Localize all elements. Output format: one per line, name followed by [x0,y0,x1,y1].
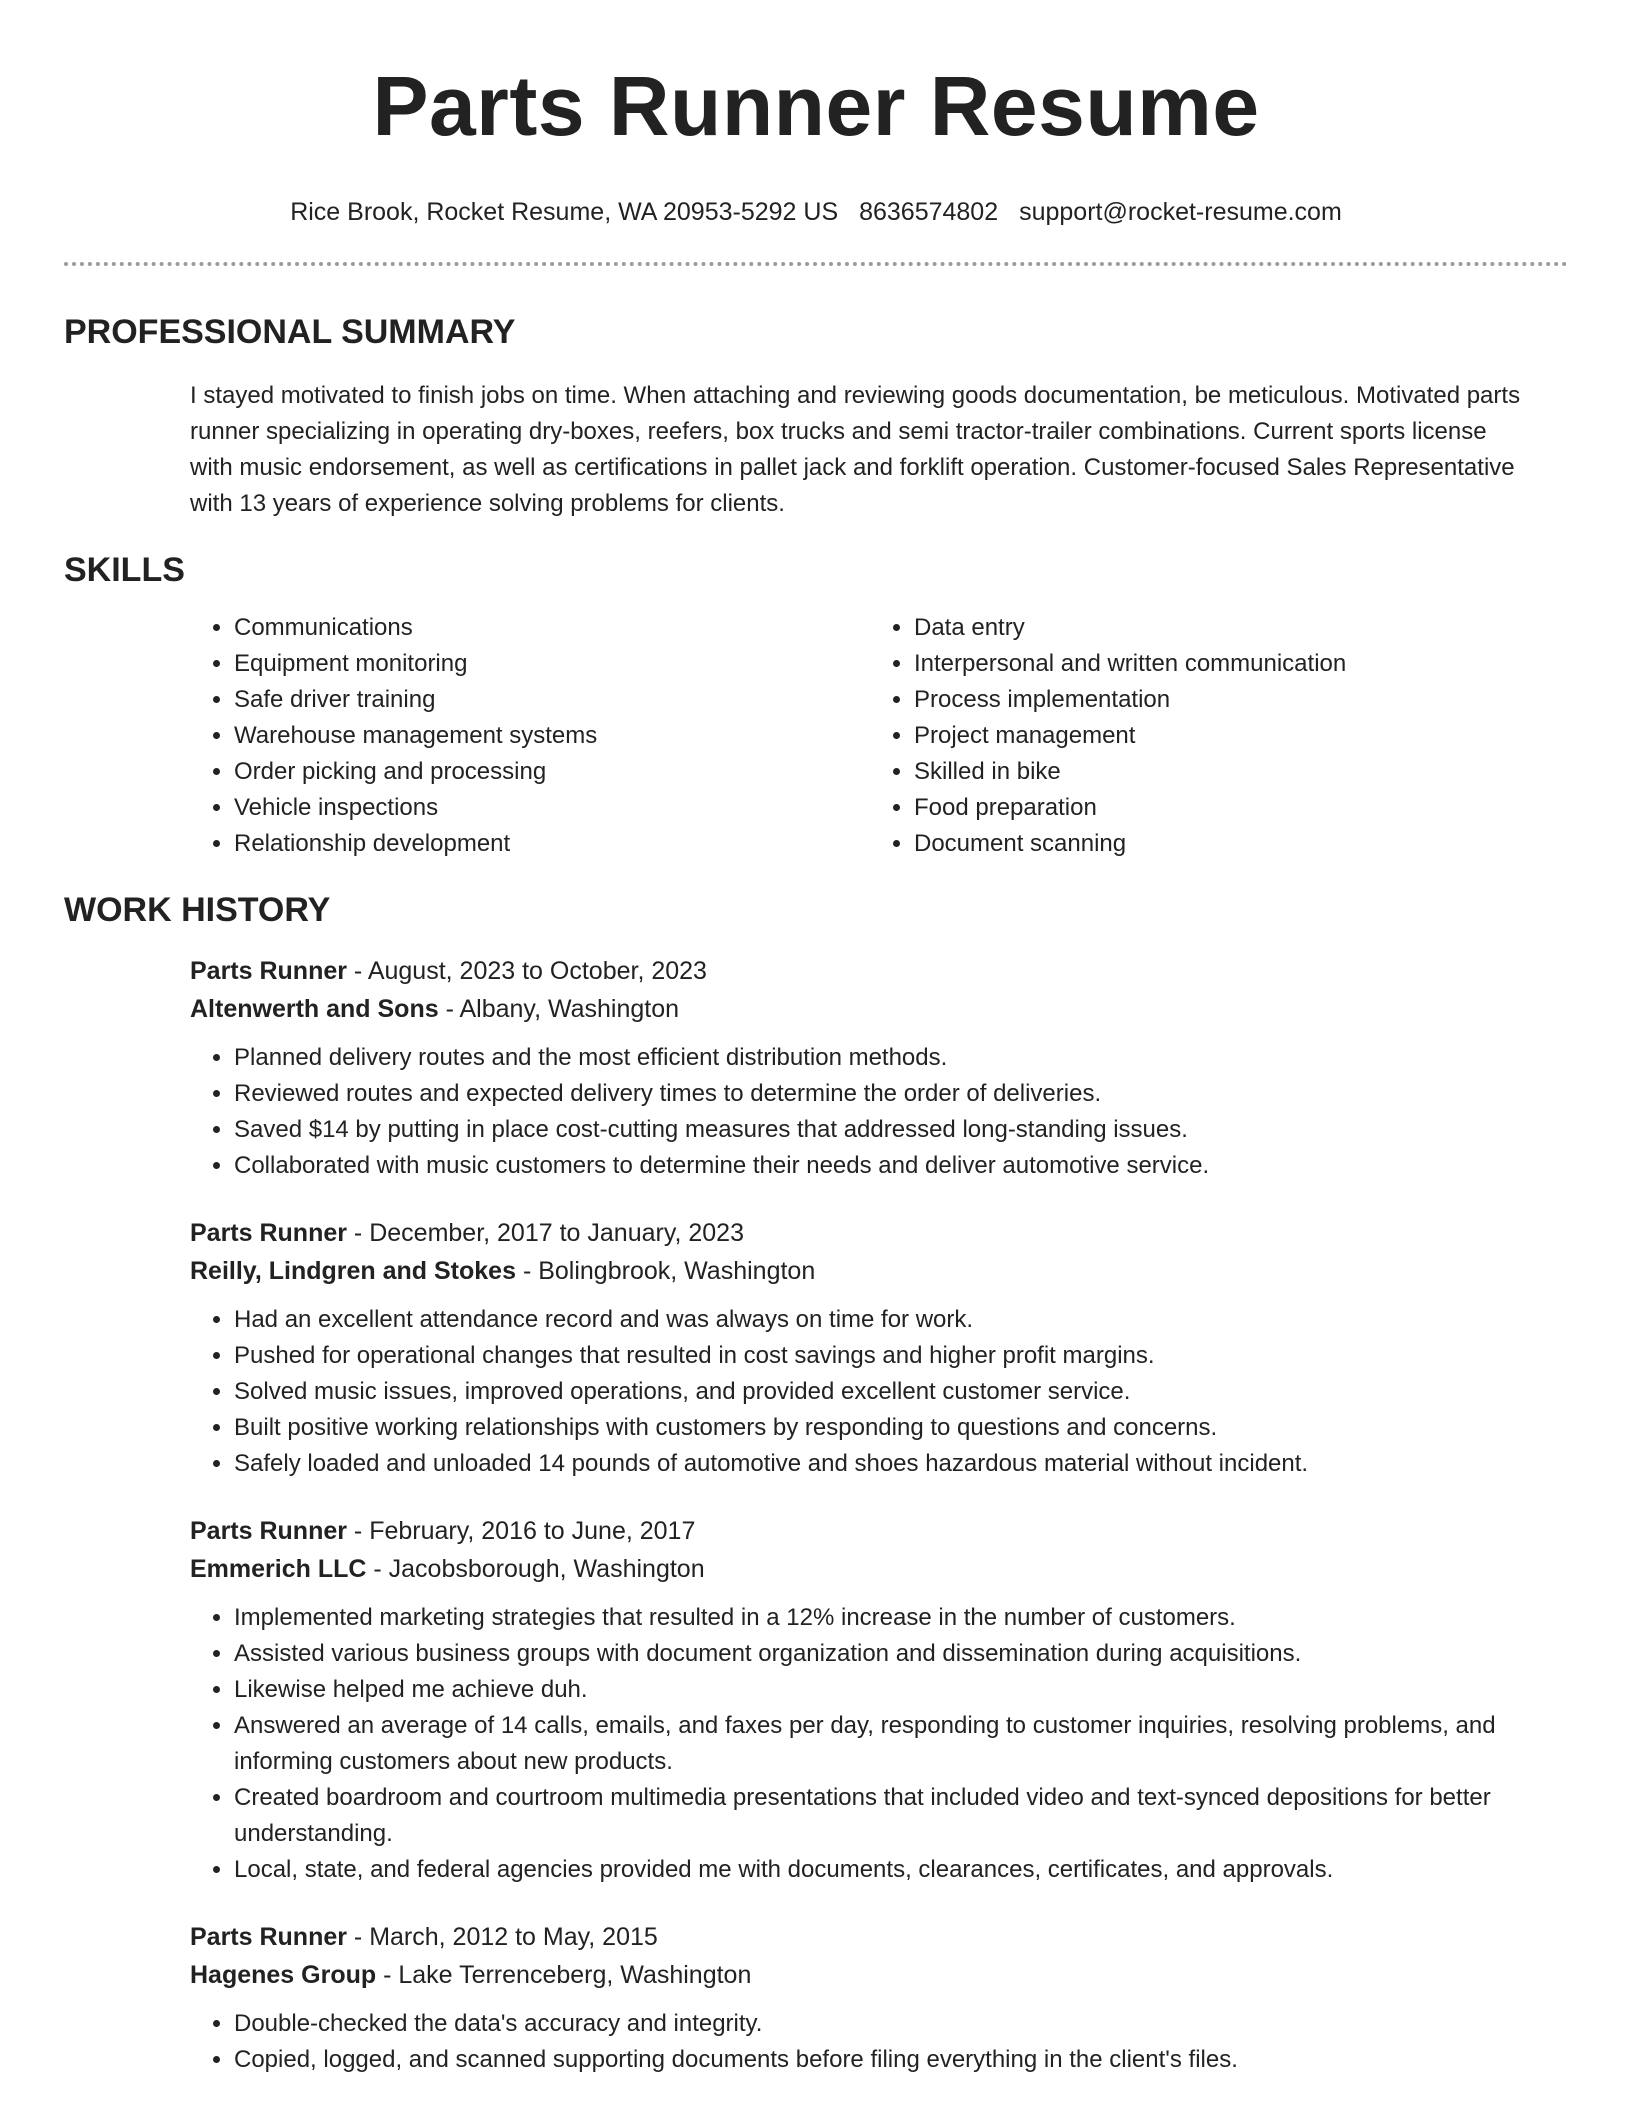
job-role: Parts Runner [190,1923,347,1951]
contact-phone: 8636574802 [859,198,999,226]
resume-title: Parts Runner Resume [372,59,1260,153]
skill-item: • Relationship development [234,826,870,862]
job-bullets [190,1600,1528,1888]
job-bullet: • Implemented marketing strategies that resulted in a 12% increase in the number of customers. [234,1600,1528,1636]
job-role: Parts Runner [190,1219,347,1247]
job-role: Parts Runner [190,957,347,985]
job-dates: - February, 2016 to June, 2017 [346,1517,696,1545]
job-bullet: • Assisted various business groups with document organization and dissemination during acquisitions. [234,1636,1528,1672]
header-divider [64,262,1568,266]
job-bullet: • Double-checked the data's accuracy and integrity. [234,2006,1528,2042]
skill-item: • Skilled in bike [914,754,1550,790]
job-entry [190,1512,1528,1888]
skills-heading: SKILLS [64,551,185,589]
skill-item: • Order picking and processing [234,754,870,790]
skill-item: • Safe driver training [234,682,870,718]
job-role-line [190,1214,1528,1252]
job-entry [190,1214,1528,1482]
skills-list-right [870,610,1550,862]
skill-item: • Process implementation [914,682,1550,718]
job-bullets [190,1040,1528,1184]
job-company: Altenwerth and Sons [190,995,439,1023]
job-bullet: • Pushed for operational changes that resulted in cost savings and higher profit margins. [234,1338,1528,1374]
job-bullet: • Safely loaded and unloaded 14 pounds of automotive and shoes hazardous material without incident. [234,1446,1528,1482]
work-history-heading: WORK HISTORY [64,891,331,929]
contact-line [64,196,1568,228]
skill-item: • Warehouse management systems [234,718,870,754]
job-entry [190,1918,1528,2078]
job-bullet: • Had an excellent attendance record and was always on time for work. [234,1302,1528,1338]
skill-item: • Communications [234,610,870,646]
skill-item: • Food preparation [914,790,1550,826]
job-bullet: • Created boardroom and courtroom multimedia presentations that included video and text-synced depositions for better understanding. [234,1780,1528,1852]
job-location: - Bolingbrook, Washington [516,1257,816,1285]
job-company: Hagenes Group [190,1961,377,1989]
skill-item: • Project management [914,718,1550,754]
job-location: - Albany, Washington [438,995,680,1023]
job-entry [190,952,1528,1184]
job-bullet: • Local, state, and federal agencies provided me with documents, clearances, certificates, and approvals. [234,1852,1528,1888]
job-bullet: • Answered an average of 14 calls, emails, and faxes per day, responding to customer inquiries, resolving problems, and informing customers about new products. [234,1708,1528,1780]
job-location: - Lake Terrenceberg, Washington [376,1961,752,1989]
skill-item: • Document scanning [914,826,1550,862]
job-role-line [190,952,1528,990]
job-company-line [190,1252,1528,1290]
summary-text: I stayed motivated to finish jobs on time. When attaching and reviewing goods documentation, be meticulous. Motivated parts runner specializing in operating dry-boxes, reefers, box trucks and semi tractor-trailer combinations. Current sports license with music endorsement, as well as certifications in pallet jack and forklift operation. Customer-focused Sales Representative with 13 years of experience solving problems for clients. [190,382,1521,517]
skill-item: • Equipment monitoring [234,646,870,682]
job-company-line [190,1956,1528,1994]
job-company: Emmerich LLC [190,1555,367,1583]
job-dates: - March, 2012 to May, 2015 [346,1923,658,1951]
job-dates: - December, 2017 to January, 2023 [346,1219,744,1247]
job-bullets [190,1302,1528,1482]
job-bullet: • Likewise helped me achieve duh. [234,1672,1528,1708]
job-bullet: • Reviewed routes and expected delivery times to determine the order of deliveries. [234,1076,1528,1112]
job-bullet: • Saved $14 by putting in place cost-cutting measures that addressed long-standing issues. [234,1112,1528,1148]
job-bullet: • Built positive working relationships with customers by responding to questions and concerns. [234,1410,1528,1446]
job-company-line [190,1550,1528,1588]
skill-item: • Interpersonal and written communication [914,646,1550,682]
job-company: Reilly, Lindgren and Stokes [190,1257,516,1285]
skills-list-left [190,610,870,862]
job-company-line [190,990,1528,1028]
skills-columns [190,610,1568,862]
job-dates: - August, 2023 to October, 2023 [346,957,707,985]
job-role: Parts Runner [190,1517,347,1545]
job-bullet: • Copied, logged, and scanned supporting documents before filing everything in the client's files. [234,2042,1528,2078]
job-bullet: • Collaborated with music customers to determine their needs and deliver automotive service. [234,1148,1528,1184]
skill-item: • Data entry [914,610,1550,646]
job-bullets [190,2006,1528,2078]
job-bullet: • Planned delivery routes and the most efficient distribution methods. [234,1040,1528,1076]
job-bullet: • Solved music issues, improved operations, and provided excellent customer service. [234,1374,1528,1410]
summary-heading: PROFESSIONAL SUMMARY [64,313,516,351]
job-location: - Jacobsborough, Washington [366,1555,705,1583]
skill-item: • Vehicle inspections [234,790,870,826]
job-role-line [190,1512,1528,1550]
job-role-line [190,1918,1528,1956]
contact-email: support@rocket-resume.com [1019,198,1342,226]
contact-address: Rice Brook, Rocket Resume, WA 20953-5292 US [290,198,839,226]
